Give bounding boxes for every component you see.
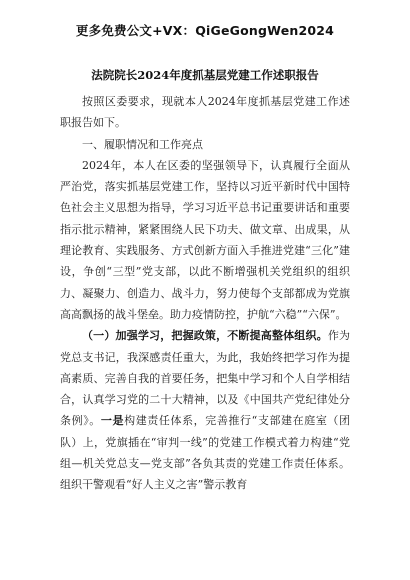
paragraph-2-text-a: 作为党总支书记，我深感责任重大，为此，我始终把学习作为提高素质、完善自我的首要任务，把集中学习和个人自学相结合，认真学习党的二十大精神，以及《中国共产党纪律处分条例》。	[60, 329, 351, 428]
intro-paragraph: 按照区委要求，现就本人2024年度抓基层党建工作述职报告如下。	[60, 95, 350, 130]
body-paragraph-1: 2024年，本人在区委的坚强领导下，认真履行全面从严治党，落实抓基层党建工作，坚持以习近平新时代中国特色社会主义思想为指导，学习习近平总书记重要讲话和重要指示批示精神，紧紧围绕人民下功夫、做文章、出成果，从理论教育、实践服务、方式创新方面入手推进党建“三化”建设，争创“三型”党支部，以此不断增强机关党组织的组织力、凝聚力、创造力、战斗力，努力使每个支部都成为党旗高高飘扬的战斗堡垒。助力疫情防控，护航“六稳”“六保”。	[60, 158, 350, 321]
document-title: 法院院长2024年度抓基层党建工作述职报告	[91, 68, 319, 82]
paragraph-2-text-b: 构建责任体系，完善推行“支部建在庭室（团队）上，党旗插在“审判一线”的党建工作模式着力构建“党组—机关党总支—党支部”各负其责的党建工作责任体系。组织干警观看“好人主义之害”警示教育	[60, 414, 351, 492]
section-heading-1: 一、履职情况和工作亮点	[82, 137, 203, 151]
paragraph-2-emphasis: 一是	[100, 414, 125, 428]
subheading-1: （一）加强学习，把握政策，不断提高整体组织。	[82, 329, 328, 343]
body-paragraph-2	[60, 325, 350, 495]
promo-header: 更多免费公文+VX：QiGeGongWen2024	[75, 23, 335, 38]
